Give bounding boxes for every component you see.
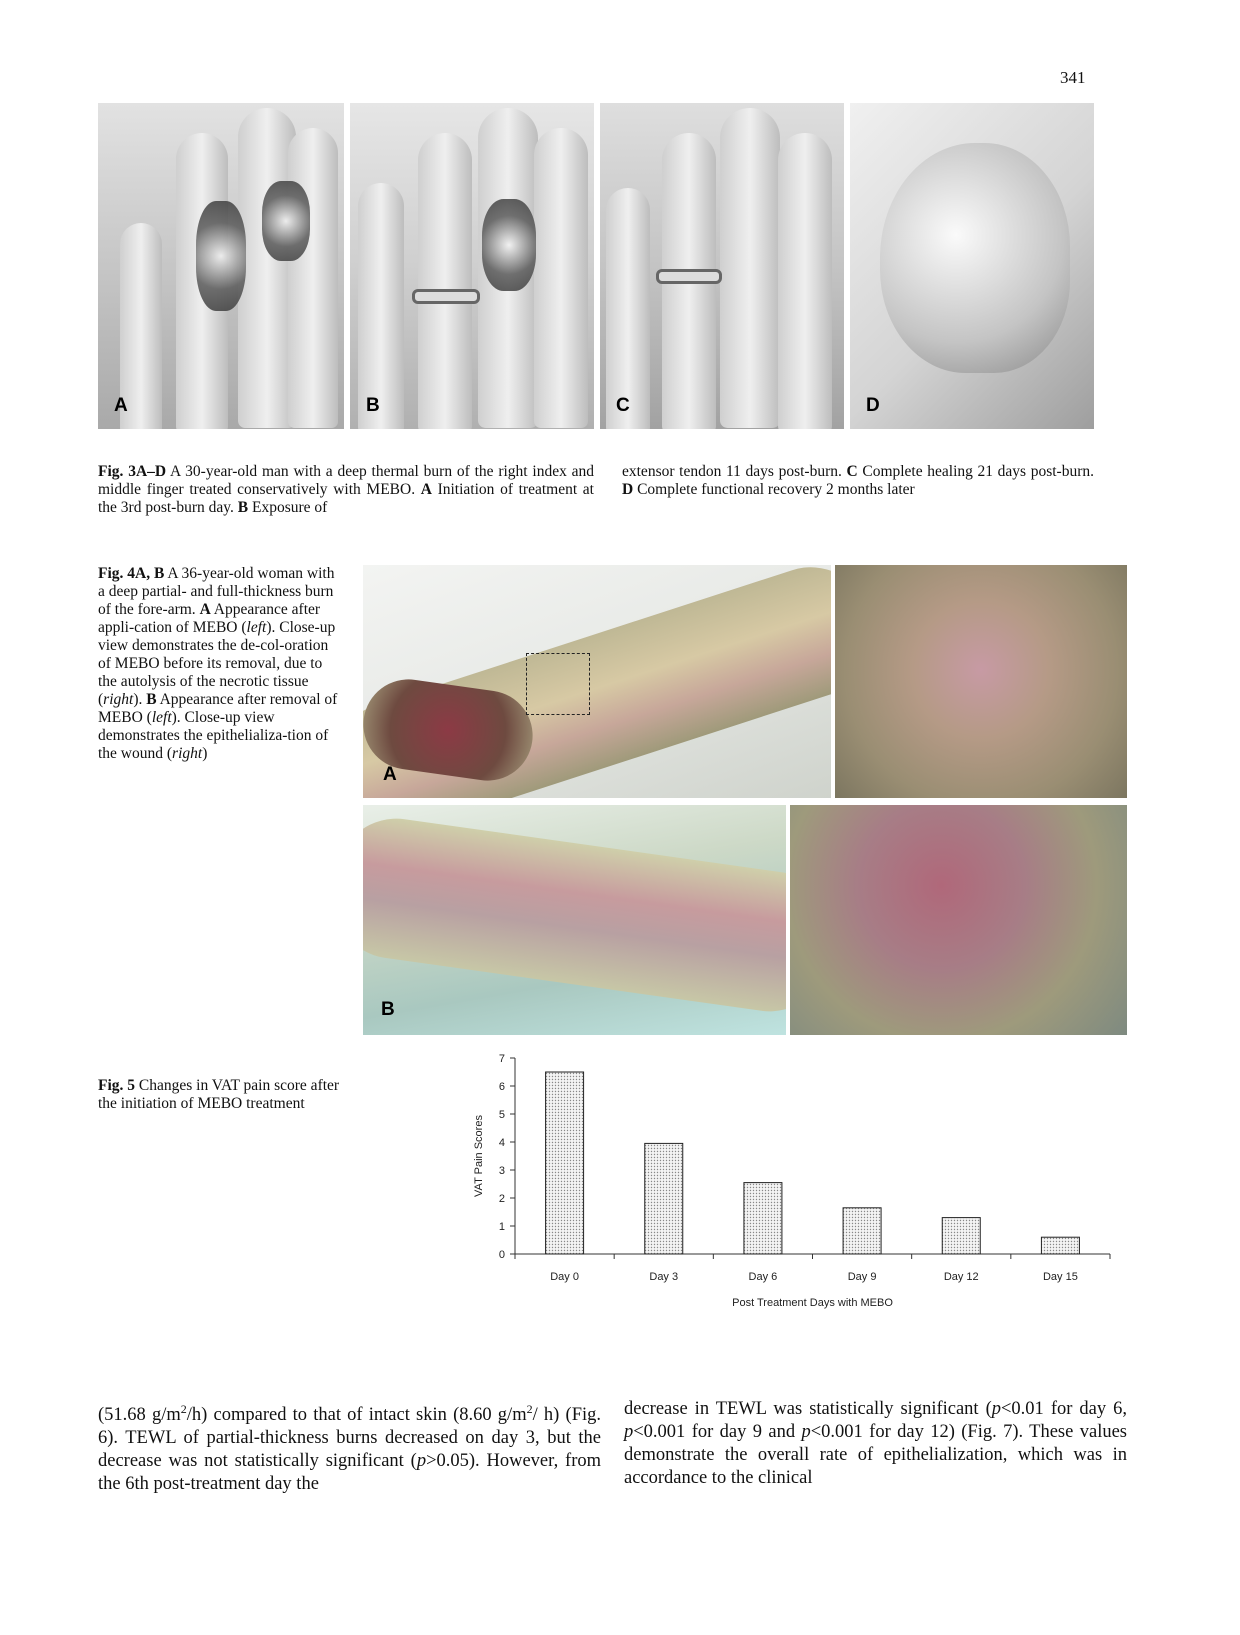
- y-tick-label: 5: [498, 1109, 505, 1121]
- fig3-caption-text: Initiation of treatment at the 3rd post-burn day.: [98, 481, 594, 516]
- fig4-caption-italic: right: [103, 691, 134, 708]
- bar-day-3: [645, 1143, 683, 1254]
- body-italic: p: [801, 1422, 811, 1442]
- x-tick-label: Day 0: [550, 1271, 579, 1283]
- body-text-span: >0.05). However, from the 6th post-treatment day the: [98, 1451, 601, 1495]
- body-italic: p: [991, 1399, 1001, 1419]
- zoom-region-box: [526, 653, 590, 715]
- fig3-caption-text: extensor tendon 11 days post-burn.: [622, 463, 847, 480]
- fig4-caption-text: ). Close-up view demonstrates the de-col-oration of MEBO before its removal, due to the autolysis of the necrotic tissue (: [98, 619, 336, 708]
- bar-day-0: [546, 1072, 584, 1254]
- y-tick-label: 1: [498, 1221, 505, 1233]
- fig3-caption-text: Exposure of: [248, 499, 328, 516]
- fig3-caption-ref-b: B: [237, 499, 249, 516]
- fig5-caption-label: Fig. 5: [98, 1077, 136, 1094]
- fig4-caption-ref-a: A: [199, 601, 211, 618]
- body-superscript: 2: [526, 1402, 533, 1416]
- body-italic: p: [416, 1451, 427, 1472]
- fig4-caption-label: Fig. 4A, B: [98, 565, 165, 582]
- body-text-span: / h) (Fig. 6). TEWL of partial-thickness burns decreased on day 3, but the decrease was not statistically significant (: [98, 1405, 601, 1472]
- x-axis-label: Post Treatment Days with MEBO: [732, 1297, 893, 1309]
- fig3-panel-label-d: D: [866, 395, 880, 416]
- fig4-caption-text: ). Close-up view demonstrates the epithelializa-tion of the wound (: [98, 709, 329, 762]
- fig4-photo-a-right: [835, 565, 1127, 798]
- fig4-photo-a-left: [363, 565, 831, 798]
- fig4-caption-ref-b: B: [146, 691, 157, 708]
- fig4-caption-text: ).: [133, 691, 147, 708]
- page-number: 341: [1060, 68, 1086, 87]
- x-tick-label: Day 12: [943, 1271, 979, 1283]
- fig3-caption-text: Complete healing 21 days post-burn.: [857, 463, 1094, 480]
- fig4-panel-label-a: A: [383, 764, 397, 785]
- body-text-span: <0.001 for day 9 and: [633, 1422, 802, 1442]
- fig4-caption-italic: right: [172, 745, 203, 762]
- y-axis-label: VAT Pain Scores: [473, 1115, 485, 1197]
- fig3-panel-label-b: B: [366, 395, 380, 416]
- fig3-caption-ref-a: A: [420, 481, 432, 498]
- body-superscript: 2: [180, 1402, 187, 1416]
- body-italic: p: [624, 1422, 634, 1442]
- fig3-photo-c: [600, 103, 844, 429]
- fig4-panel-label-b: B: [381, 999, 395, 1020]
- y-tick-label: 7: [498, 1053, 505, 1065]
- fig4-photo-b-right: [790, 805, 1127, 1035]
- x-tick-label: Day 6: [748, 1271, 778, 1283]
- fig4-caption-text: ): [202, 745, 208, 762]
- fig4-photo-b-left: [363, 805, 786, 1035]
- x-tick-label: Day 3: [649, 1271, 679, 1283]
- y-tick-label: 0: [498, 1249, 505, 1261]
- y-tick-label: 2: [498, 1193, 505, 1205]
- fig4-caption-italic: left: [151, 709, 172, 726]
- bar-day-15: [1041, 1237, 1079, 1254]
- body-text-span: /h) compared to that of intact skin (8.60 g/m: [186, 1405, 527, 1426]
- body-text-left: [98, 1398, 601, 1496]
- fig3-caption-text: A 30-year-old man with a deep thermal burn of the right index and middle finger treated conservatively with MEBO.: [98, 463, 594, 498]
- fig4-caption-text: A 36-year-old woman with a deep partial- and full-thickness burn of the fore-arm.: [98, 565, 335, 618]
- fig3-photo-b: [350, 103, 594, 429]
- body-text-span: decrease in TEWL was statistically significant (: [624, 1399, 992, 1419]
- body-text-right: [624, 1398, 1127, 1490]
- fig3-caption-text: Complete functional recovery 2 months later: [633, 481, 915, 498]
- fig3-caption-label: Fig. 3A–D: [98, 463, 167, 480]
- fig3-caption-left: [98, 463, 594, 517]
- fig3-caption-right: [622, 463, 1094, 499]
- fig4-caption-italic: left: [246, 619, 267, 636]
- vat-pain-bar-chart: [470, 1048, 1120, 1348]
- fig3-panel-label-a: A: [114, 395, 128, 416]
- body-text-span: <0.001 for day 12) (Fig. 7). These values demonstrate the overall rate of epithelialization, which was in accordance to the clinical: [624, 1422, 1127, 1488]
- fig3-photo-d: [850, 103, 1094, 429]
- x-tick-label: Day 15: [1042, 1271, 1078, 1283]
- fig3-caption-ref-c: C: [846, 463, 858, 480]
- body-text-span: <0.01 for day 6,: [1001, 1399, 1127, 1419]
- bar-day-6: [744, 1183, 782, 1254]
- bar-day-12: [942, 1218, 980, 1254]
- y-tick-label: 4: [498, 1137, 505, 1149]
- fig4-caption: [98, 565, 342, 763]
- fig4-caption-text: Appearance after appli-cation of MEBO (: [98, 601, 321, 636]
- body-text-span: (51.68 g/m: [98, 1405, 181, 1426]
- x-tick-label: Day 9: [847, 1271, 877, 1283]
- fig5-caption: [98, 1077, 342, 1113]
- y-tick-label: 6: [498, 1081, 505, 1093]
- y-tick-label: 3: [498, 1165, 505, 1177]
- fig3-caption-ref-d: D: [622, 481, 634, 498]
- fig5-caption-text: Changes in VAT pain score after the initiation of MEBO treatment: [98, 1077, 340, 1112]
- bar-day-9: [843, 1208, 881, 1254]
- fig4-caption-text: Appearance after removal of MEBO (: [98, 691, 338, 726]
- fig3-panel-label-c: C: [616, 395, 630, 416]
- fig3-photo-a: [98, 103, 344, 429]
